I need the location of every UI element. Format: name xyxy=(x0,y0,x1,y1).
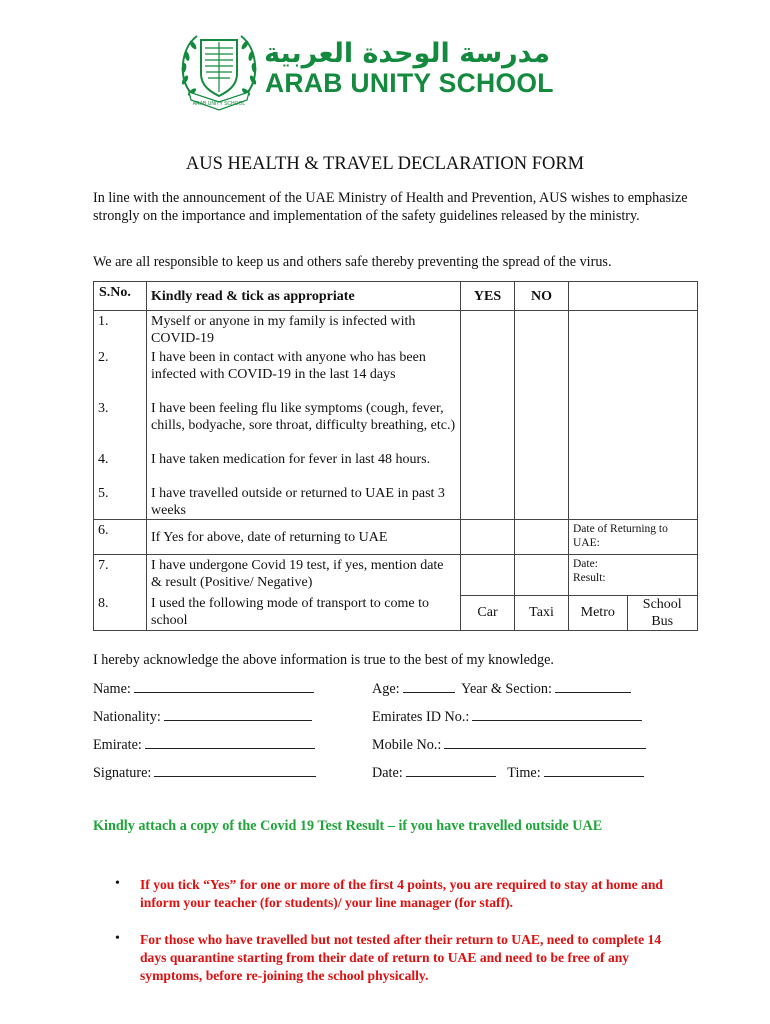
row-number: 8. xyxy=(94,595,147,630)
mobile-field xyxy=(372,736,646,754)
school-name: ARAB UNITY SCHOOL xyxy=(265,68,554,98)
intro-paragraph: In line with the announcement of the UAE Ministry of Health and Prevention, AUS wishes to emphasize strongly on the importance and implementation of the safety guidelines released by the ministry. xyxy=(93,190,688,224)
row-question: I have undergone Covid 19 test, if yes, mention date & result (Positive/ Negative) xyxy=(147,555,461,596)
age-label: Age: xyxy=(372,681,400,697)
responsibility-paragraph: We are all responsible to keep us and others safe thereby preventing the spread of the virus. xyxy=(93,254,612,270)
declaration-table xyxy=(93,281,698,631)
form-title: AUS HEALTH & TRAVEL DECLARATION FORM xyxy=(185,154,585,174)
emirates-id-input-line[interactable] xyxy=(472,708,642,721)
emirate-field xyxy=(93,736,315,754)
age-input-line[interactable] xyxy=(403,680,455,693)
bullet-icon: • xyxy=(115,931,120,946)
header-yes: YES xyxy=(461,282,515,311)
header-no: NO xyxy=(515,282,569,311)
no-checkbox-cell[interactable] xyxy=(515,520,569,555)
mobile-input-line[interactable] xyxy=(444,736,646,749)
row-number: 3. xyxy=(94,400,147,451)
test-result-label: Result: xyxy=(573,572,606,584)
bullet-icon: • xyxy=(115,876,120,891)
row-question: I have travelled outside or returned to UAE in past 3 weeks xyxy=(147,485,461,520)
nationality-label: Nationality: xyxy=(93,709,161,725)
row-question: I have been feeling flu like symptoms (cough, fever, chills, bodyache, sore throat, difficulty breathing, etc.) xyxy=(147,400,461,451)
logo-ribbon-text: ARAB UNITY SCHOOL xyxy=(192,101,246,107)
transport-option-car[interactable]: Car xyxy=(461,595,515,630)
signature-input-line[interactable] xyxy=(154,764,316,777)
signature-field xyxy=(93,764,316,782)
yes-checkbox-cell[interactable] xyxy=(461,520,515,555)
time-label: Time: xyxy=(507,765,541,781)
quarantine-note: For those who have travelled but not tested after their return to UAE, need to complete 14 days quarantine starting from their date of return to UAE and need to be free of any symptoms, before re-joining the school physically. xyxy=(140,932,662,983)
nationality-input-line[interactable] xyxy=(164,708,312,721)
age-field xyxy=(372,680,631,698)
row-number: 6. xyxy=(94,520,147,555)
table-row xyxy=(94,555,698,596)
table-row xyxy=(94,595,698,630)
row-number: 2. xyxy=(94,349,147,400)
test-date-label: Date: xyxy=(573,558,598,570)
table-row xyxy=(94,311,698,350)
row-number: 7. xyxy=(94,555,147,596)
return-date-cell[interactable] xyxy=(569,520,698,555)
row-question: I used the following mode of transport to come to school xyxy=(147,595,461,630)
row-question: I have been in contact with anyone who has been infected with COVID-19 in the last 14 days xyxy=(147,349,461,400)
date-label: Date: xyxy=(372,765,403,781)
yes-checkbox-cell[interactable] xyxy=(461,555,515,596)
yes-checkbox-cell[interactable] xyxy=(461,311,515,520)
emirates-id-label: Emirates ID No.: xyxy=(372,709,470,725)
return-date-label: Date of Returning to UAE: xyxy=(573,523,668,549)
transport-option-taxi[interactable]: Taxi xyxy=(515,595,569,630)
transport-option-metro[interactable]: Metro xyxy=(569,596,628,630)
emirates-id-field xyxy=(372,708,642,726)
transport-split-cell xyxy=(569,595,698,630)
table-header-row xyxy=(94,282,698,311)
row-number: 1. xyxy=(94,311,147,350)
name-field xyxy=(93,680,314,698)
mobile-label: Mobile No.: xyxy=(372,737,442,753)
school-name-arabic: مدرسة الوحدة العربية xyxy=(264,38,550,69)
row-number: 5. xyxy=(94,485,147,520)
nationality-field xyxy=(93,708,312,726)
date-field xyxy=(372,764,644,782)
test-result-cell[interactable] xyxy=(569,555,698,596)
year-section-label: Year & Section: xyxy=(461,681,552,697)
stay-home-note: If you tick “Yes” for one or more of the first 4 points, you are required to stay at home and inform your teacher (for students)/ your line manager (for staff). xyxy=(140,877,663,910)
blank-cell xyxy=(569,311,698,520)
emirate-input-line[interactable] xyxy=(145,736,315,749)
school-logo xyxy=(175,30,263,112)
table-row xyxy=(94,520,698,555)
name-input-line[interactable] xyxy=(134,680,314,693)
no-checkbox-cell[interactable] xyxy=(515,555,569,596)
time-input-line[interactable] xyxy=(544,764,644,777)
no-checkbox-cell[interactable] xyxy=(515,311,569,520)
year-section-input-line[interactable] xyxy=(555,680,631,693)
row-question: If Yes for above, date of returning to UAE xyxy=(147,520,461,555)
acknowledgement-text: I hereby acknowledge the above information is true to the best of my knowledge. xyxy=(93,652,554,668)
row-number: 4. xyxy=(94,451,147,485)
row-question: I have taken medication for fever in last 48 hours. xyxy=(147,451,461,485)
signature-label: Signature: xyxy=(93,765,152,781)
transport-option-school-bus[interactable]: School Bus xyxy=(642,596,682,629)
header-sno: S.No. xyxy=(94,282,147,311)
attach-test-result-note: Kindly attach a copy of the Covid 19 Test Result – if you have travelled outside UAE xyxy=(93,818,603,834)
date-input-line[interactable] xyxy=(406,764,496,777)
header-blank xyxy=(569,282,698,311)
name-label: Name: xyxy=(93,681,131,697)
row-question: Myself or anyone in my family is infected with COVID-19 xyxy=(147,311,461,350)
header-question: Kindly read & tick as appropriate xyxy=(147,282,461,311)
emirate-label: Emirate: xyxy=(93,737,142,753)
